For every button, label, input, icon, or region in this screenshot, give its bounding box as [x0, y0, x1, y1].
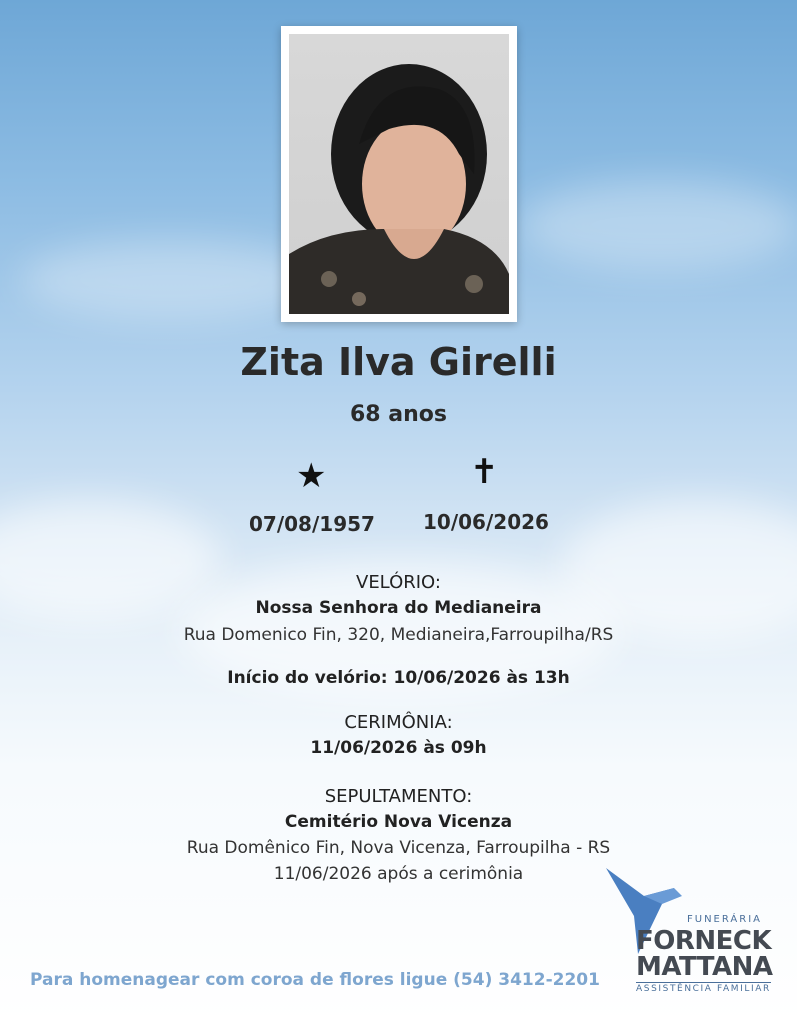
portrait-frame	[281, 26, 517, 322]
portrait-photo	[289, 34, 509, 314]
velorio-place: Nossa Senhora do Medianeira	[255, 598, 542, 618]
logo-line1: FORNECK	[636, 926, 772, 956]
deceased-name: Zita Ilva Girelli	[240, 340, 557, 384]
cross-icon: ✝	[470, 452, 499, 492]
velorio-label: VELÓRIO:	[356, 572, 441, 593]
sepultamento-place: Cemitério Nova Vicenza	[284, 812, 513, 832]
funeral-home-logo	[604, 866, 774, 1001]
sepultamento-label: SEPULTAMENTO:	[324, 786, 473, 807]
cloud	[520, 180, 797, 270]
cerimonia-label: CERIMÔNIA:	[344, 712, 453, 733]
footer-phone-text: Para homenagear com coroa de flores ligue (54) 3412-2201	[30, 970, 600, 990]
sepultamento-address: Rua Domênico Fin, Nova Vicenza, Farroupilha - RS	[186, 838, 611, 858]
death-date: 10/06/2026	[423, 510, 549, 534]
star-icon: ★	[296, 456, 327, 496]
velorio-start: Início do velório: 10/06/2026 às 13h	[227, 668, 570, 688]
cloud	[20, 240, 320, 320]
cerimonia-date: 11/06/2026 às 09h	[310, 738, 487, 758]
logo-subtitle: ASSISTÊNCIA FAMILIAR	[636, 984, 771, 994]
logo-line2: MATTANA	[636, 952, 773, 982]
sepultamento-date: 11/06/2026 após a cerimônia	[273, 864, 524, 884]
birth-date: 07/08/1957	[249, 512, 375, 536]
velorio-address: Rua Domenico Fin, 320, Medianeira,Farroupilha/RS	[183, 625, 614, 645]
logo-top-text: FUNERÁRIA	[687, 914, 762, 925]
deceased-age: 68 anos	[350, 402, 447, 427]
